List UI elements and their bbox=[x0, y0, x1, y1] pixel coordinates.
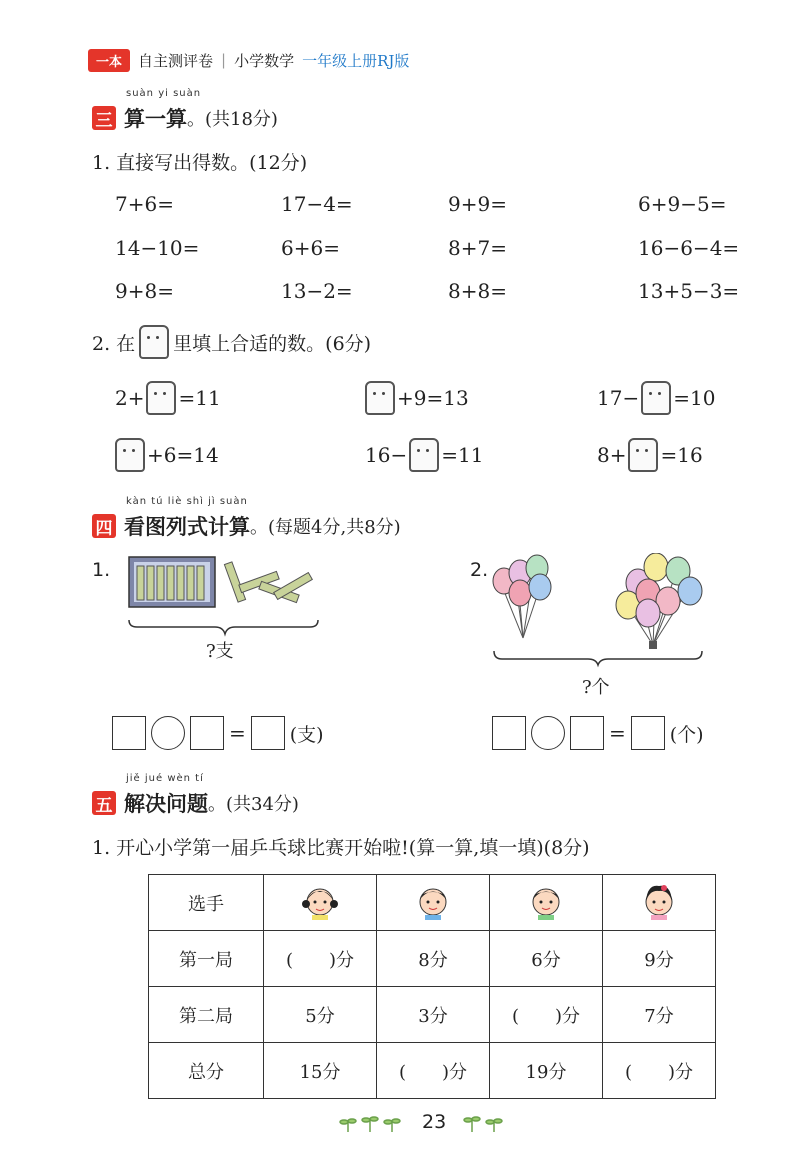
picture2-number: 2. bbox=[470, 559, 489, 581]
fill-equation bbox=[365, 381, 469, 415]
table-row bbox=[149, 987, 716, 1043]
fill-box-icon bbox=[139, 325, 169, 359]
expression-2 bbox=[492, 716, 704, 750]
number-box[interactable] bbox=[570, 716, 604, 750]
fill-equation-left: 17− bbox=[597, 386, 640, 410]
equals-sign: = bbox=[609, 721, 626, 745]
table-cell: 3分 bbox=[377, 987, 490, 1043]
answer-box[interactable] bbox=[251, 716, 285, 750]
fill-equation-right: =11 bbox=[178, 386, 221, 410]
section4-points: 。(每题4分,共8分) bbox=[250, 517, 401, 538]
row-label: 第一局 bbox=[149, 931, 264, 987]
picture1-question: ?支 bbox=[206, 641, 234, 662]
answer-box[interactable] bbox=[409, 438, 439, 472]
boy-avatar-icon bbox=[413, 880, 453, 920]
table-cell: 9分 bbox=[603, 931, 716, 987]
table-cell: 19分 bbox=[490, 1043, 603, 1099]
section3-heading bbox=[92, 103, 278, 133]
fill-equation-left: 2+ bbox=[115, 386, 145, 410]
picture2-question: ?个 bbox=[582, 677, 610, 698]
balloons-illustration bbox=[488, 553, 713, 668]
expression-2-unit: (个) bbox=[669, 723, 704, 746]
book-title: 自主测评卷 bbox=[138, 51, 214, 70]
fill-equation-right: +6=14 bbox=[147, 443, 219, 467]
score-table bbox=[148, 874, 716, 1099]
fill-equation-right: =10 bbox=[673, 386, 716, 410]
equation: 14−10= bbox=[115, 236, 200, 260]
q2-prefix: 2. 在 bbox=[92, 332, 136, 355]
fill-equation bbox=[115, 438, 219, 472]
table-cell: 5分 bbox=[264, 987, 377, 1043]
section5-points: 。(共34分) bbox=[208, 794, 299, 815]
section3-pinyin: suàn yi suàn bbox=[126, 88, 202, 99]
equation: 17−4= bbox=[281, 192, 353, 216]
equals-sign: = bbox=[229, 721, 246, 745]
section4-heading bbox=[92, 511, 401, 541]
s3-q2-title bbox=[92, 325, 371, 359]
table-header-cell: 选手 bbox=[149, 875, 264, 931]
number-box[interactable] bbox=[112, 716, 146, 750]
fill-equation-left: 16− bbox=[365, 443, 408, 467]
page-number: 23 bbox=[422, 1111, 447, 1133]
equation: 7+6= bbox=[115, 192, 174, 216]
equation: 9+8= bbox=[115, 279, 174, 303]
operator-circle[interactable] bbox=[151, 716, 185, 750]
fill-equation-right: +9=13 bbox=[397, 386, 469, 410]
fill-equation bbox=[365, 438, 483, 472]
answer-box[interactable] bbox=[365, 381, 395, 415]
equation: 13+5−3= bbox=[638, 279, 740, 303]
player-avatar-cell bbox=[377, 875, 490, 931]
answer-box[interactable] bbox=[631, 716, 665, 750]
operator-circle[interactable] bbox=[531, 716, 565, 750]
fill-equation-right: =16 bbox=[660, 443, 703, 467]
expression-1-unit: (支) bbox=[289, 723, 324, 746]
q2-suffix: 里填上合适的数。(6分) bbox=[173, 332, 372, 355]
number-box[interactable] bbox=[190, 716, 224, 750]
equation: 6+6= bbox=[281, 236, 340, 260]
section3-title: 算一算 bbox=[124, 107, 187, 131]
table-cell[interactable]: ( )分 bbox=[264, 931, 377, 987]
section5-title: 解决问题 bbox=[124, 792, 208, 816]
header-divider: | bbox=[221, 51, 227, 69]
table-cell[interactable]: ( )分 bbox=[377, 1043, 490, 1099]
fill-equation bbox=[115, 381, 221, 415]
section4-pinyin: kàn tú liè shì jì suàn bbox=[126, 496, 248, 507]
section5-number: 五 bbox=[92, 791, 116, 815]
s5-q1-title: 1. 开心小学第一届乒乓球比赛开始啦!(算一算,填一填)(8分) bbox=[92, 837, 590, 859]
player-avatar-cell bbox=[603, 875, 716, 931]
table-row bbox=[149, 1043, 716, 1099]
section4-title: 看图列式计算 bbox=[124, 515, 250, 539]
answer-box[interactable] bbox=[641, 381, 671, 415]
answer-box[interactable] bbox=[115, 438, 145, 472]
edition: 一年级上册RJ版 bbox=[302, 51, 410, 70]
player-avatar-cell bbox=[490, 875, 603, 931]
girl-avatar-icon bbox=[300, 880, 340, 920]
sprout-decoration-icon bbox=[460, 1112, 510, 1134]
boy-avatar-icon bbox=[526, 880, 566, 920]
picture1-number: 1. bbox=[92, 559, 111, 581]
equation: 9+9= bbox=[448, 192, 507, 216]
section5-pinyin: jiě jué wèn tí bbox=[126, 773, 204, 784]
row-label: 总分 bbox=[149, 1043, 264, 1099]
section5-heading bbox=[92, 788, 299, 818]
expression-1 bbox=[112, 716, 324, 750]
equation: 13−2= bbox=[281, 279, 353, 303]
section3-number: 三 bbox=[92, 106, 116, 130]
fill-equation bbox=[597, 438, 703, 472]
row-label: 第二局 bbox=[149, 987, 264, 1043]
equation: 8+7= bbox=[448, 236, 507, 260]
number-box[interactable] bbox=[492, 716, 526, 750]
table-cell: 6分 bbox=[490, 931, 603, 987]
fill-equation bbox=[597, 381, 715, 415]
answer-box[interactable] bbox=[146, 381, 176, 415]
fill-equation-right: =11 bbox=[441, 443, 484, 467]
player-avatar-cell bbox=[264, 875, 377, 931]
girl-avatar-icon bbox=[639, 880, 679, 920]
equation: 6+9−5= bbox=[638, 192, 727, 216]
sprout-decoration-icon bbox=[338, 1112, 408, 1134]
brand-logo: 一本 bbox=[88, 49, 130, 72]
section3-points: 。(共18分) bbox=[187, 109, 278, 130]
table-cell[interactable]: ( )分 bbox=[603, 1043, 716, 1099]
table-cell: 7分 bbox=[603, 987, 716, 1043]
s3-q1-title: 1. 直接写出得数。(12分) bbox=[92, 152, 308, 174]
table-cell: 8分 bbox=[377, 931, 490, 987]
fill-equation-left: 8+ bbox=[597, 443, 627, 467]
section4-number: 四 bbox=[92, 514, 116, 538]
table-row bbox=[149, 875, 716, 931]
equation: 8+8= bbox=[448, 279, 507, 303]
equation: 16−6−4= bbox=[638, 236, 740, 260]
table-cell[interactable]: ( )分 bbox=[490, 987, 603, 1043]
page-header bbox=[88, 48, 409, 72]
subject: 小学数学 bbox=[234, 51, 295, 70]
answer-box[interactable] bbox=[628, 438, 658, 472]
table-row bbox=[149, 931, 716, 987]
table-cell: 15分 bbox=[264, 1043, 377, 1099]
